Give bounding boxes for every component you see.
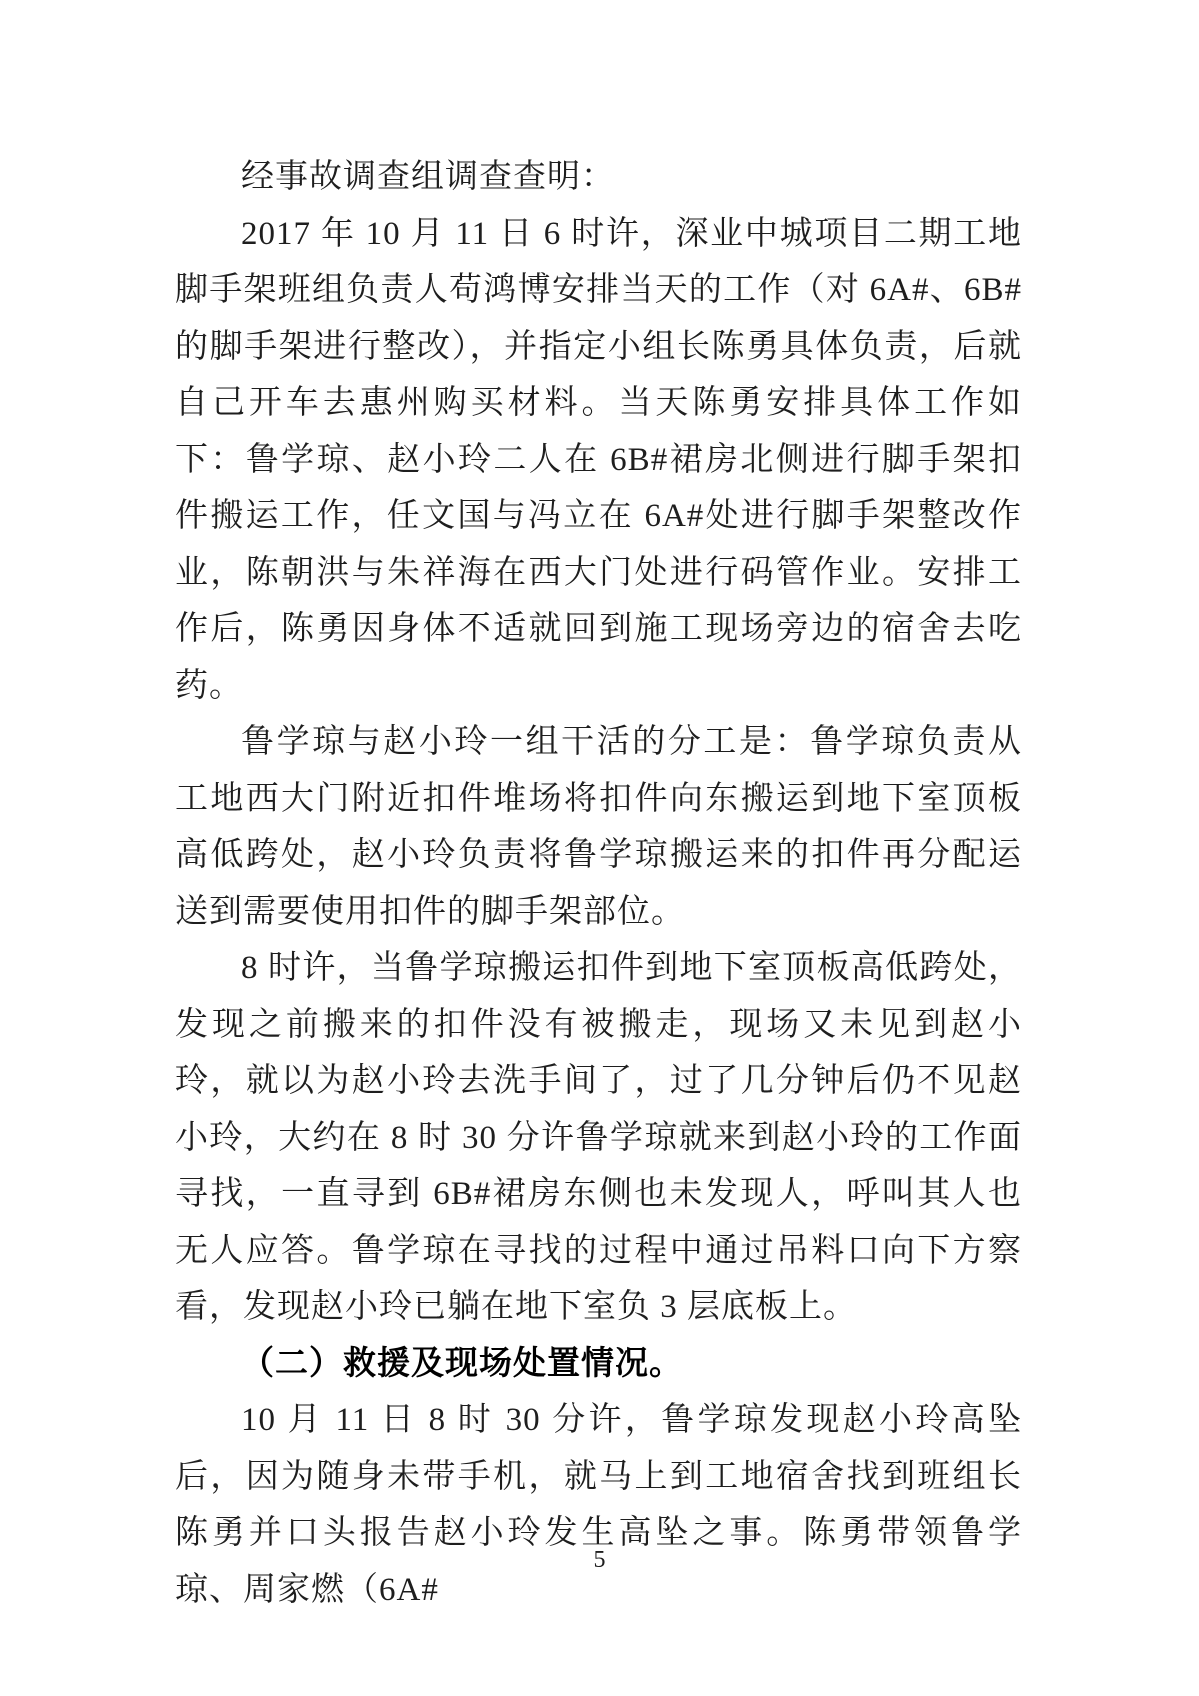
paragraph-discovery: 8 时许，当鲁学琼搬运扣件到地下室顶板高低跨处，发现之前搬来的扣件没有被搬走，现场又未见到赵小玲，就以为赵小玲去洗手间了，过了几分钟后仍不见赵小玲，大约在 8 时 30 分许鲁学琼就来到赵小玲的工作面寻找，一直寻到 6B#裙房东侧也未发现人，呼叫其人也无人应答。鲁学琼在寻找的过程中通过吊料口向下方察看，发现赵小玲已躺在地下室负 3 层底板上。	[175, 950, 1022, 1325]
document-body	[175, 149, 1022, 1618]
paragraph-rescue-report: 10 月 11 日 8 时 30 分许，鲁学琼发现赵小玲高坠后，因为随身未带手机，就马上到工地宿舍找到班组长陈勇并口头报告赵小玲发生高坠之事。陈勇带领鲁学琼、周家燃（6A#	[175, 1402, 1022, 1608]
page-number: 5	[593, 1547, 606, 1573]
paragraph-division-of-labor: 鲁学琼与赵小玲一组干活的分工是：鲁学琼负责从工地西大门附近扣件堆场将扣件向东搬运到地下室顶板高低跨处，赵小玲负责将鲁学琼搬运来的扣件再分配运送到需要使用扣件的脚手架部位。	[175, 724, 1022, 930]
paragraph-intro: 经事故调查组调查查明：	[241, 159, 615, 195]
section-heading-rescue: （二）救援及现场处置情况。	[241, 1345, 683, 1382]
paragraph-work-arrangement: 2017 年 10 月 11 日 6 时许，深业中城项目二期工地脚手架班组负责人苟鸿博安排当天的工作（对 6A#、6B#的脚手架进行整改），并指定小组长陈勇具体负责，后就自己开车去惠州购买材料。当天陈勇安排具体工作如下：鲁学琼、赵小玲二人在 6B#裙房北侧进行脚手架扣件搬运工作，任文国与冯立在 6A#处进行脚手架整改作业，陈朝洪与朱祥海在西大门处进行码管作业。安排工作后，陈勇因身体不适就回到施工现场旁边的宿舍去吃药。	[175, 215, 1022, 704]
